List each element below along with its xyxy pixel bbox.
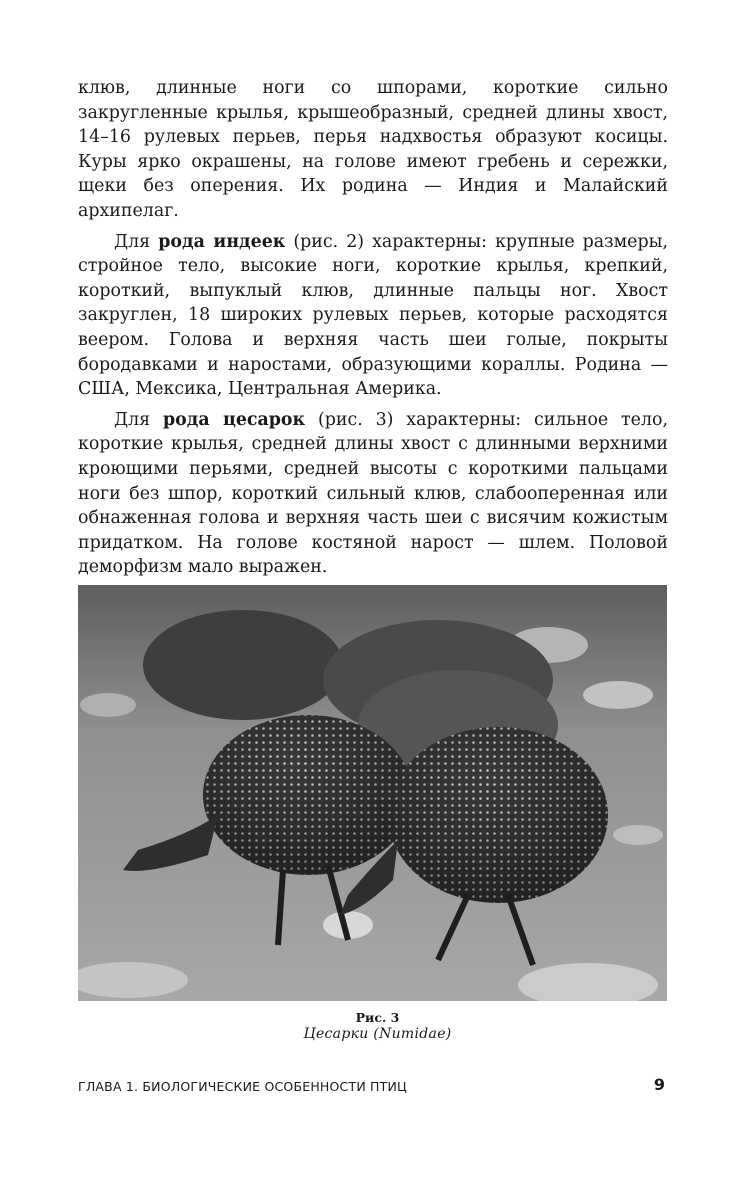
paragraph-chickens [78,76,668,224]
figure-number: Рис. 3 [355,1010,400,1025]
figure-caption: Цесарки (Numidae) [303,1026,452,1042]
body-text [78,76,668,586]
guineafowl-photo [78,585,667,1001]
running-footer-chapter: ГЛАВА 1. БИОЛОГИЧЕСКИЕ ОСОБЕННОСТИ ПТИЦ [78,1079,407,1094]
paragraph-guineafowl-lead: Для [114,409,164,430]
page-number: 9 [653,1075,665,1094]
term-guineafowl: рода цесарок [163,409,306,430]
paragraph-guineafowl-text: (рис. 3) характерны: сильное тело, короткие крылья, средней длины хвост с длинными верхними кроющими перьями, средней высоты с короткими пальцами ноги без шпор, короткий сильный клюв, слабооперенная или обнаженная голова и верхняя часть шеи с висячим кожистым придатком. На голове костяной нарост — шлем. Половой деморфизм мало выражен. [78,409,669,578]
paragraph-guineafowl [78,408,668,580]
paragraph-turkeys-text: (рис. 2) характерны: крупные размеры, стройное тело, высокие ноги, короткие крылья, крепкий, короткий, выпуклый клюв, длинные пальцы ног. Хвост закруглен, 18 широких рулевых перьев, которые расходятся веером. Голова и верхняя часть шеи голые, покрыты бородавками и наростами, образующими кораллы. Родина — США, Мексика, Центральная Америка. [78,231,668,400]
paragraph-chickens-text: клюв, длинные ноги со шпорами, короткие сильно закругленные крылья, крышеобразный, средней длины хвост, 14–16 рулевых перьев, перья надхвостья образуют косицы. Куры ярко окрашены, на голове имеют гребень и сережки, щеки без оперения. Их родина — Индия и Малайский архипелаг. [78,78,668,221]
term-turkeys: рода индеек [158,231,286,252]
paragraph-turkeys [78,230,668,402]
paragraph-turkeys-lead: Для [114,231,159,252]
